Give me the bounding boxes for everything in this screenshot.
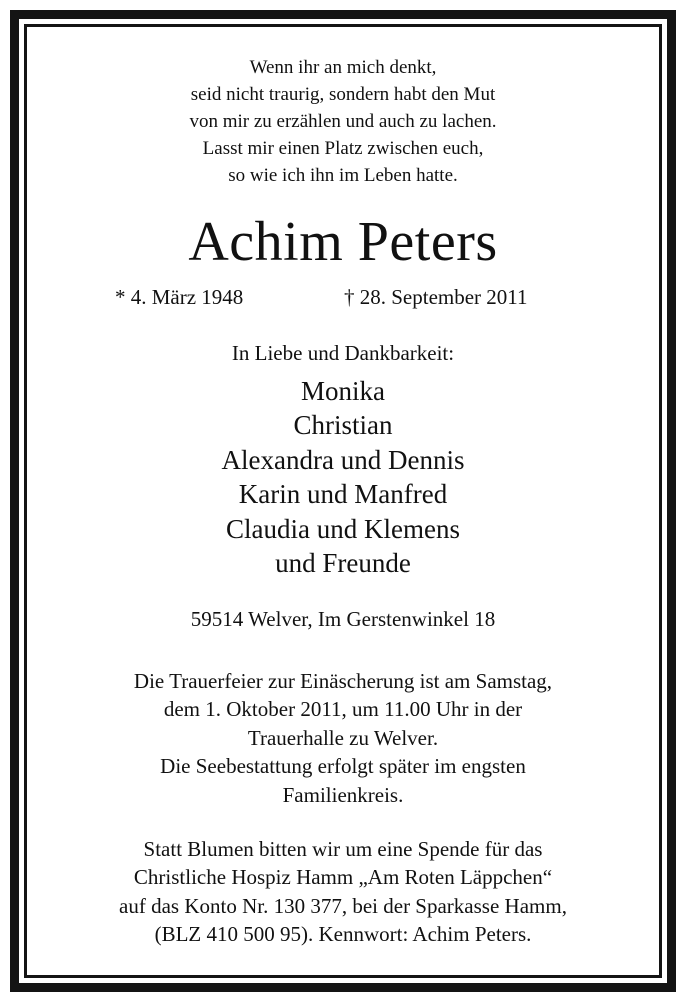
address: 59514 Welver, Im Gerstenwinkel 18 — [190, 607, 496, 631]
ceremony-line: Trauerhalle zu Welver. — [247, 725, 439, 750]
birth-date: * 4. März 1948 — [115, 285, 244, 309]
mourner-name: Karin und Manfred — [238, 479, 448, 510]
donation-request — [27, 835, 659, 949]
thanks-heading: In Liebe und Dankbarkeit: — [231, 341, 455, 365]
mourner-name: und Freunde — [275, 548, 411, 579]
donation-line: Statt Blumen bitten wir um eine Spende für das — [143, 837, 543, 861]
poem-line: so wie ich ihn im Leben hatte. — [228, 165, 458, 186]
mourner-name: Monika — [301, 376, 385, 406]
mourners-list — [27, 374, 659, 580]
mourner-name: Christian — [293, 410, 393, 441]
mourner-name: Claudia und Klemens — [226, 513, 460, 544]
poem-line: seid nicht traurig, sondern habt den Mut — [190, 84, 496, 105]
poem-line: Lasst mir einen Platz zwischen euch, — [202, 138, 484, 159]
death-date: † 28. September 2011 — [344, 285, 528, 309]
ceremony-details — [27, 667, 659, 809]
poem-line: von mir zu erzählen und auch zu lachen. — [189, 111, 497, 132]
ceremony-line: Die Trauerfeier zur Einäscherung ist am Samstag, — [133, 669, 553, 693]
obituary-notice — [27, 27, 659, 975]
poem-line: Wenn ihr an mich denkt, — [249, 57, 437, 78]
donation-line: (BLZ 410 500 95). Kennwort: Achim Peters. — [154, 922, 532, 947]
donation-line: Christliche Hospiz Hamm „Am Roten Läppchen“ — [133, 865, 553, 890]
ceremony-line: Familienkreis. — [282, 782, 404, 807]
mourner-name: Alexandra und Dennis — [221, 444, 465, 475]
donation-line: auf das Konto Nr. 130 377, bei der Sparkasse Hamm, — [119, 893, 567, 918]
ceremony-line: dem 1. Oktober 2011, um 11.00 Uhr in der — [163, 697, 523, 722]
ceremony-line: Die Seebestattung erfolgt später im engsten — [160, 754, 526, 779]
memorial-poem — [27, 54, 659, 189]
deceased-name: Achim Peters — [188, 211, 498, 273]
